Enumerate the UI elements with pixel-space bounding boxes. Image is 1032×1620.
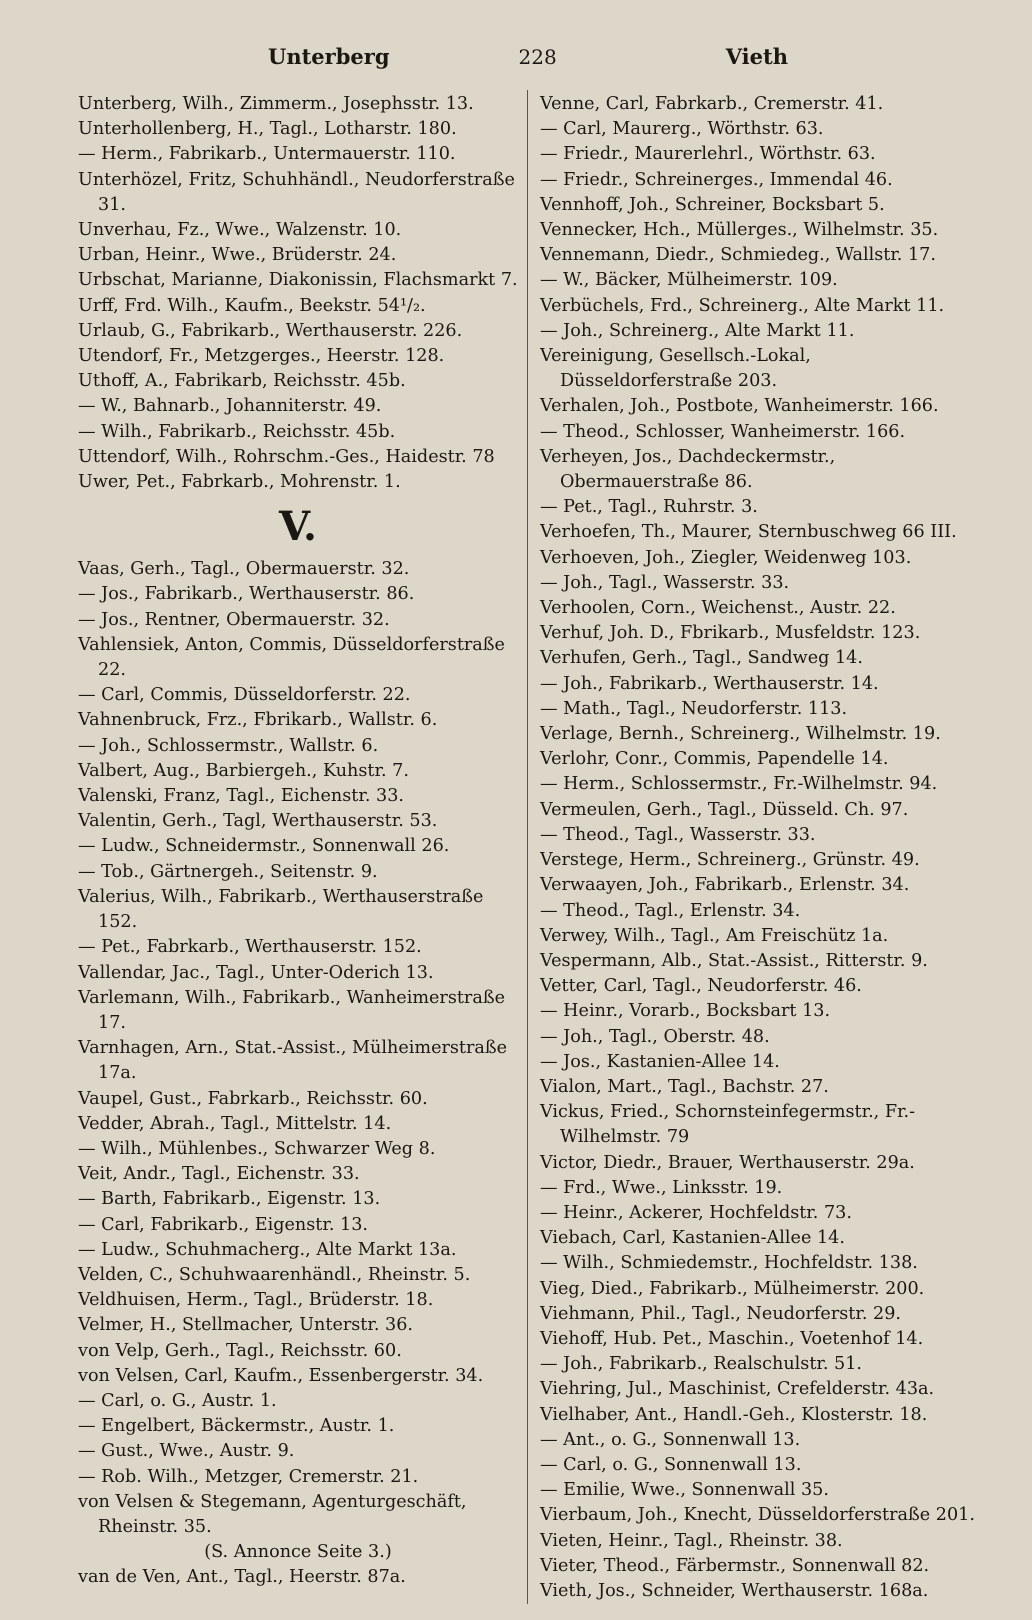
directory-entry: Vieter, Theod., Färbermstr., Sonnenwall 82. xyxy=(540,1555,930,1576)
directory-entry: Verhoefen, Th., Maurer, Sternbuschweg 66 III. xyxy=(540,522,957,543)
directory-entry: Valentin, Gerh., Tagl, Werthauserstr. 53. xyxy=(78,811,438,832)
header-left-keyword: Unterberg xyxy=(268,44,390,69)
directory-entry: — Theod., Tagl., Wasserstr. 33. xyxy=(540,824,816,845)
directory-entry: — Pet., Fabrkarb., Werthauserstr. 152. xyxy=(78,937,422,958)
directory-entry: Viehring, Jul., Maschinist, Crefelderstr. 43a. xyxy=(540,1379,935,1400)
directory-entry: — Pet., Tagl., Ruhrstr. 3. xyxy=(540,497,758,518)
directory-entry: Vallendar, Jac., Tagl., Unter-Oderich 13. xyxy=(78,962,434,983)
directory-entry: — Barth, Fabrikarb., Eigenstr. 13. xyxy=(78,1189,381,1210)
directory-entry: — Carl, Fabrikarb., Eigenstr. 13. xyxy=(78,1214,368,1235)
directory-entry: — Joh., Fabrikarb., Realschulstr. 51. xyxy=(540,1354,863,1375)
directory-entry: — Ludw., Schuhmacherg., Alte Markt 13a. xyxy=(78,1239,457,1260)
directory-entry: Vennhoff, Joh., Schreiner, Bocksbart 5. xyxy=(540,194,885,215)
directory-entry: Velmer, H., Stellmacher, Unterstr. 36. xyxy=(78,1315,414,1336)
directory-entry: — Carl, Maurerg., Wörthstr. 63. xyxy=(540,119,824,140)
directory-entry: Urban, Heinr., Wwe., Brüderstr. 24. xyxy=(78,245,397,266)
directory-entry: — Herm., Schlossermstr., Fr.-Wilhelmstr. 94. xyxy=(540,774,938,795)
right-column xyxy=(540,92,980,1604)
directory-entry: Vermeulen, Gerh., Tagl., Düsseld. Ch. 97. xyxy=(540,799,909,820)
directory-entry: — Theod., Tagl., Erlenstr. 34. xyxy=(540,900,801,921)
directory-entry: Vieg, Died., Fabrikarb., Mülheimerstr. 200. xyxy=(540,1278,925,1299)
directory-entry: — Engelbert, Bäckermstr., Austr. 1. xyxy=(78,1416,395,1437)
directory-entry: Urbschat, Marianne, Diakonissin, Flachsmarkt 7. xyxy=(78,270,518,291)
directory-entry: Veldhuisen, Herm., Tagl., Brüderstr. 18. xyxy=(78,1290,434,1311)
directory-entry: Victor, Diedr., Brauer, Werthauserstr. 29a. xyxy=(540,1152,915,1173)
directory-entry: Verhuf, Joh. D., Fbrikarb., Musfeldstr. 123. xyxy=(540,623,921,644)
directory-entry: van de Ven, Ant., Tagl., Heerstr. 87a. xyxy=(78,1567,406,1588)
directory-entry: Unterhözel, Fritz, Schuhhändl., Neudorferstraße 31. xyxy=(78,169,515,215)
directory-entry: Vetter, Carl, Tagl., Neudorferstr. 46. xyxy=(540,976,862,997)
directory-entry: Viehoff, Hub. Pet., Maschin., Voetenhof 14. xyxy=(540,1328,924,1349)
directory-entry: — Heinr., Ackerer, Hochfeldstr. 73. xyxy=(540,1202,852,1223)
directory-entry: Varnhagen, Arn., Stat.-Assist., Mülheimerstraße 17a. xyxy=(78,1038,508,1084)
directory-entry: Vickus, Fried., Schornsteinfegermstr., Fr.-Wilhelmstr. 79 xyxy=(540,1102,916,1148)
directory-entry: Vialon, Mart., Tagl., Bachstr. 27. xyxy=(540,1076,829,1097)
directory-entry: — Jos., Fabrikarb., Werthauserstr. 86. xyxy=(78,584,415,605)
directory-entry: Vaas, Gerh., Tagl., Obermauerstr. 32. xyxy=(78,559,410,580)
directory-entry: Verlohr, Conr., Commis, Papendelle 14. xyxy=(540,749,889,770)
directory-entry: Urff, Frd. Wilh., Kaufm., Beekstr. 54¹/₂. xyxy=(78,295,426,316)
directory-entry: — Joh., Schlossermstr., Wallstr. 6. xyxy=(78,735,379,756)
directory-entry: von Velp, Gerh., Tagl., Reichsstr. 60. xyxy=(78,1340,402,1361)
directory-entry: — Joh., Schreinerg., Alte Markt 11. xyxy=(540,320,855,341)
directory-entry: Uthoff, A., Fabrikarb, Reichsstr. 45b. xyxy=(78,371,406,392)
left-column xyxy=(78,92,518,1604)
directory-entry: von Velsen, Carl, Kaufm., Essenbergerstr. 34. xyxy=(78,1365,484,1386)
directory-entry: — Jos., Rentner, Obermauerstr. 32. xyxy=(78,609,390,630)
directory-entry: — Ludw., Schneidermstr., Sonnenwall 26. xyxy=(78,836,450,857)
directory-entry: — Wilh., Mühlenbes., Schwarzer Weg 8. xyxy=(78,1138,436,1159)
directory-entry: — W., Bäcker, Mülheimerstr. 109. xyxy=(540,270,838,291)
directory-entry: von Velsen & Stegemann, Agenturgeschäft, Rheinstr. 35. xyxy=(78,1491,467,1537)
directory-entry: Urlaub, G., Fabrikarb., Werthauserstr. 226. xyxy=(78,320,463,341)
directory-entry: Vierbaum, Joh., Knecht, Düsseldorferstraße 201. xyxy=(540,1505,975,1526)
directory-entry: Unterberg, Wilh., Zimmerm., Josephsstr. 13. xyxy=(78,94,474,114)
directory-entry: Veit, Andr., Tagl., Eichenstr. 33. xyxy=(78,1164,360,1185)
directory-entry: — Math., Tagl., Neudorferstr. 113. xyxy=(540,698,848,719)
directory-entry: Verstege, Herm., Schreinerg., Grünstr. 49. xyxy=(540,850,920,871)
annonce-note: (S. Annonce Seite 3.) xyxy=(204,1542,392,1563)
directory-entry: Uttendorf, Wilh., Rohrschm.-Ges., Haidestr. 78 xyxy=(78,446,495,467)
directory-entry: Vahlensiek, Anton, Commis, Düsseldorferstraße 22. xyxy=(78,634,505,681)
directory-entry: — Heinr., Vorarb., Bocksbart 13. xyxy=(540,1001,831,1022)
directory-entry: — Ant., o. G., Sonnenwall 13. xyxy=(540,1429,801,1450)
directory-entry: Vennecker, Hch., Müllerges., Wilhelmstr. 35. xyxy=(540,220,939,241)
directory-entry: Verhoolen, Corn., Weichenst., Austr. 22. xyxy=(540,598,896,619)
directory-entry: — Carl, o. G., Sonnenwall 13. xyxy=(540,1454,802,1475)
page-number: 228 xyxy=(518,45,557,69)
directory-entry: Vennemann, Diedr., Schmiedeg., Wallstr. 17. xyxy=(540,245,936,266)
directory-entry: — Wilh., Schmiedemstr., Hochfeldstr. 138. xyxy=(540,1253,918,1274)
directory-entry: Valenski, Franz, Tagl., Eichenstr. 33. xyxy=(78,786,405,807)
directory-entry: — Gust., Wwe., Austr. 9. xyxy=(78,1441,295,1462)
directory-entry: Venne, Carl, Fabrkarb., Cremerstr. 41. xyxy=(540,94,884,114)
directory-entry: — W., Bahnarb., Johanniterstr. 49. xyxy=(78,396,382,417)
directory-entry: Vaupel, Gust., Fabrkarb., Reichsstr. 60. xyxy=(78,1088,428,1109)
directory-entry: Vedder, Abrah., Tagl., Mittelstr. 14. xyxy=(78,1113,392,1134)
directory-entry: Vereinigung, Gesellsch.-Lokal, Düsseldorferstraße 203. xyxy=(540,346,811,392)
directory-entry: Verwaayen, Joh., Fabrikarb., Erlenstr. 34. xyxy=(540,875,910,896)
directory-entry: — Joh., Fabrikarb., Werthauserstr. 14. xyxy=(540,673,879,694)
directory-entry: — Emilie, Wwe., Sonnenwall 35. xyxy=(540,1480,829,1501)
directory-entry: — Theod., Schlosser, Wanheimerstr. 166. xyxy=(540,421,906,442)
directory-entry: Verhoeven, Joh., Ziegler, Weidenweg 103. xyxy=(540,547,912,568)
directory-entry: Viehmann, Phil., Tagl., Neudorferstr. 29. xyxy=(540,1303,901,1324)
directory-entry: Verhalen, Joh., Postbote, Wanheimerstr. 166. xyxy=(540,396,939,417)
directory-entry: Verwey, Wilh., Tagl., Am Freischütz 1a. xyxy=(540,925,889,946)
directory-entry: — Jos., Kastanien-Allee 14. xyxy=(540,1051,780,1072)
directory-entry: Uwer, Pet., Fabrkarb., Mohrenstr. 1. xyxy=(78,472,401,493)
directory-entry: — Carl, o. G., Austr. 1. xyxy=(78,1390,277,1411)
directory-entry: Varlemann, Wilh., Fabrikarb., Wanheimerstraße 17. xyxy=(78,987,505,1033)
directory-entry: — Friedr., Schreinerges., Immendal 46. xyxy=(540,169,893,190)
directory-entry: Unverhau, Fz., Wwe., Walzenstr. 10. xyxy=(78,220,402,241)
directory-entry: — Wilh., Fabrikarb., Reichsstr. 45b. xyxy=(78,421,396,442)
directory-entry: Verlage, Bernh., Schreinerg., Wilhelmstr. 19. xyxy=(540,724,941,745)
directory-entry: — Carl, Commis, Düsseldorferstr. 22. xyxy=(78,685,411,706)
directory-entry: — Herm., Fabrikarb., Untermauerstr. 110. xyxy=(78,144,456,165)
page-header xyxy=(78,44,990,84)
directory-entry: — Joh., Tagl., Wasserstr. 33. xyxy=(540,572,790,593)
directory-entry: — Joh., Tagl., Oberstr. 48. xyxy=(540,1026,770,1047)
directory-entry: Verbüchels, Frd., Schreinerg., Alte Markt 11. xyxy=(540,295,945,316)
directory-entry: Utendorf, Fr., Metzgerges., Heerstr. 128. xyxy=(78,346,445,367)
directory-entry: Velden, C., Schuhwaarenhändl., Rheinstr. 5. xyxy=(78,1264,471,1285)
section-letter: V. xyxy=(279,503,317,551)
directory-entry: Vieth, Jos., Schneider, Werthauserstr. 168a. xyxy=(540,1580,929,1601)
directory-entry: — Friedr., Maurerlehrl., Wörthstr. 63. xyxy=(540,144,876,165)
directory-entry: — Frd., Wwe., Linksstr. 19. xyxy=(540,1177,783,1198)
directory-entry: Verhufen, Gerh., Tagl., Sandweg 14. xyxy=(540,648,863,669)
directory-entry: Vieten, Heinr., Tagl., Rheinstr. 38. xyxy=(540,1530,843,1551)
directory-entry: — Rob. Wilh., Metzger, Cremerstr. 21. xyxy=(78,1466,419,1487)
columns xyxy=(78,92,990,1604)
header-right-keyword: Vieth xyxy=(725,44,788,69)
directory-entry: Valbert, Aug., Barbiergeh., Kuhstr. 7. xyxy=(78,760,409,781)
directory-entry: Verheyen, Jos., Dachdeckermstr., Obermauerstraße 86. xyxy=(540,446,836,493)
directory-entry: Unterhollenberg, H., Tagl., Lotharstr. 180. xyxy=(78,119,457,140)
directory-entry: Viebach, Carl, Kastanien-Allee 14. xyxy=(540,1228,845,1249)
directory-entry: Vespermann, Alb., Stat.-Assist., Ritterstr. 9. xyxy=(540,950,928,971)
directory-entry: Vahnenbruck, Frz., Fbrikarb., Wallstr. 6. xyxy=(78,710,438,731)
directory-entry: Valerius, Wilh., Fabrikarb., Werthauserstraße 152. xyxy=(78,886,484,933)
directory-entry: Vielhaber, Ant., Handl.-Geh., Klosterstr. 18. xyxy=(540,1404,928,1425)
column-divider xyxy=(527,90,528,1604)
directory-entry: — Tob., Gärtnergeh., Seitenstr. 9. xyxy=(78,861,378,882)
